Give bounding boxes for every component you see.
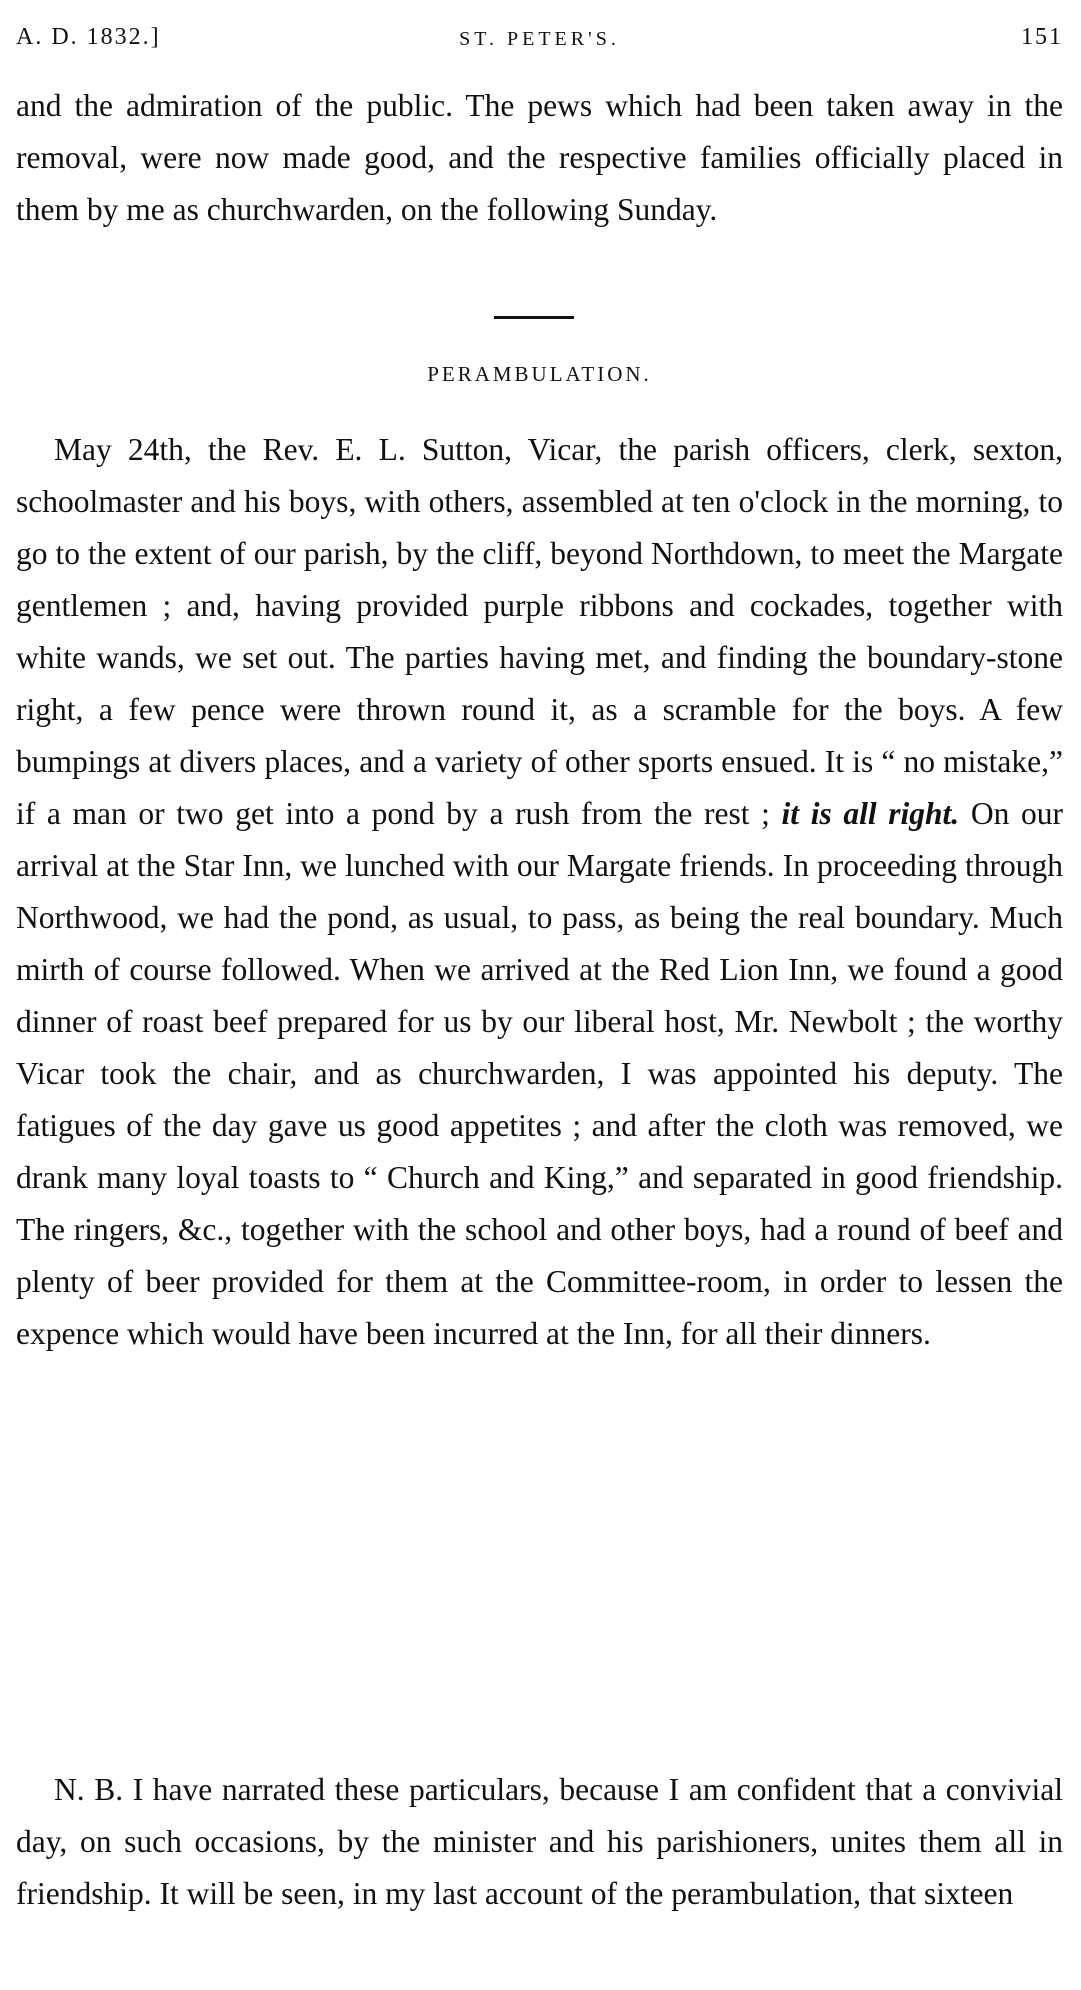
- book-page: [16, 0, 1063, 1990]
- page-number: 151: [1021, 24, 1063, 50]
- italic-phrase: it is all right.: [781, 796, 960, 831]
- section-divider: [494, 316, 574, 319]
- paragraph-continued: and the admiration of the public. The pews which had been taken away in the removal, were now made good, and the respective families officially placed in them by me as churchwarden, on the following Sunday.: [16, 88, 1063, 227]
- running-head: [16, 24, 1063, 64]
- paragraph-nota-bene: N. B. I have narrated these particulars, because I am confident that a convivial day, on such occasions, by the minister and his parishioners, unites them all in friendship. It will be seen, in my last account of the perambulation, that sixteen: [16, 1772, 1063, 1911]
- paragraph-perambulation: [16, 424, 1063, 1360]
- running-head-date: A. D. 1832.]: [16, 24, 161, 50]
- running-head-title: ST. PETER'S.: [459, 28, 620, 50]
- paragraph-text-before-italic: May 24th, the Rev. E. L. Sutton, Vicar, the parish officers, clerk, sexton, schoolmaster and his boys, with others, assembled at ten o'clock in the morning, to go to the extent of our parish, by the cliff, beyond Northdown, to meet the Margate gentlemen ; and, having provided purple ribbons and cockades, together with white wands, we set out. The parties having met, and finding the boundary-stone right, a few pence were thrown round it, as a scramble for the boys. A few bumpings at divers places, and a variety of other sports ensued. It is “ no mistake,” if a man or two get into a pond by a rush from the rest ;: [16, 432, 1063, 831]
- section-heading: PERAMBULATION.: [427, 362, 652, 386]
- paragraph-text-after-italic: On our arrival at the Star Inn, we lunched with our Margate friends. In proceeding through Northwood, we had the pond, as usual, to pass, as being the real boundary. Much mirth of course followed. When we arrived at the Red Lion Inn, we found a good dinner of roast beef prepared for us by our liberal host, Mr. Newbolt ; the worthy Vicar took the chair, and as churchwarden, I was appointed his deputy. The fatigues of the day gave us good appetites ; and after the cloth was removed, we drank many loyal toasts to “ Church and King,” and separated in good friendship. The ringers, &c., together with the school and other boys, had a round of beef and plenty of beer provided for them at the Committee-room, in order to lessen the expence which would have been incurred at the Inn, for all their dinners.: [16, 796, 1063, 1351]
